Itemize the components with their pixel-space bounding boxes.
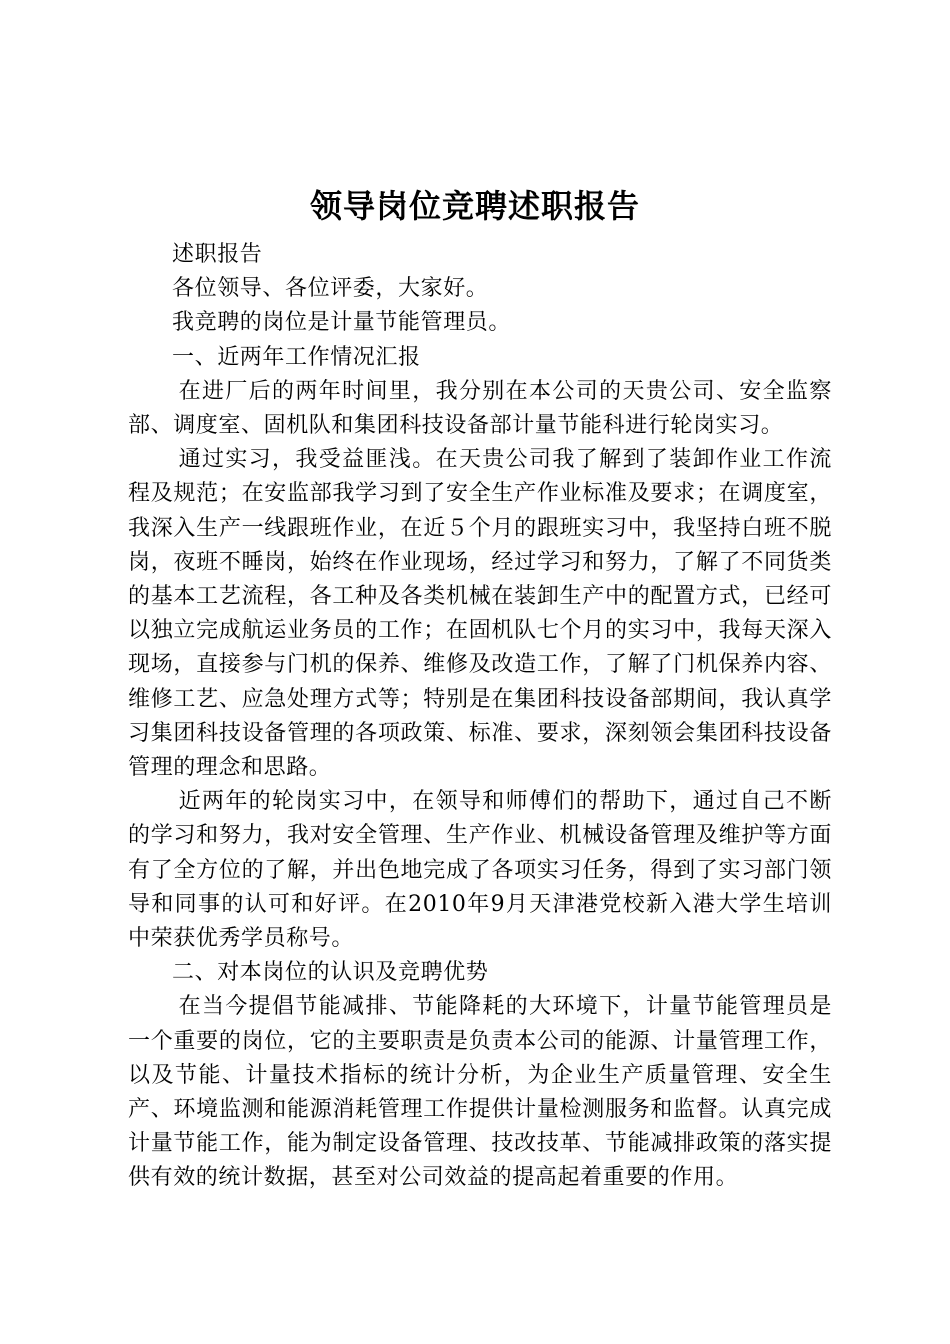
paragraph-heading-report: 述职报告 <box>172 242 263 267</box>
paragraph-internship-benefits: 通过实习，我受益匪浅。在天贵公司我了解到了装卸作业工作流程及规范；在安监部我学习到了安全生产作业标准及要求；在调度室，我深入生产一线跟班作业，在近５个月的跟班实习中，我坚持白班不脱岗，夜班不睡岗，始终在作业现场，经过学习和努力，了解了不同货类的基本工艺流程，各工种及各类机械在装卸生产中的配置方式，已经可以独立完成航运业务员的工作；在固机队七个月的实习中，我每天深入现场，直接参与门机的保养、维修及改造工作，了解了门机保养内容、维修工艺、应急处理方式等；特别是在集团科技设备部期间，我认真学习集团科技设备管理的各项政策、标准、要求，深刻领会集团科技设备管理的理念和思路。 <box>128 447 832 781</box>
section-heading-work-report: 一、近两年工作情况汇报 <box>172 344 421 370</box>
paragraph-position: 我竞聘的岗位是计量节能管理员。 <box>172 310 512 336</box>
document-body <box>128 238 832 1196</box>
document-title: 领导岗位竞聘述职报告 <box>309 187 640 225</box>
paragraph-two-year-summary: 近两年的轮岗实习中，在领导和师傅们的帮助下，通过自己不断的学习和努力，我对安全管理、生产作业、机械设备管理及维护等方面有了全方位的了解，并出色地完成了各项实习任务，得到了实习部门领导和同事的认可和好评。在2010年9月天津港党校新入港大学生培训中荣获优秀学员称号。 <box>128 789 832 952</box>
section-heading-position-understanding: 二、对本岗位的认识及竞聘优势 <box>172 960 489 986</box>
paragraph-greeting: 各位领导、各位评委，大家好。 <box>172 276 489 302</box>
paragraph-position-importance: 在当今提倡节能减排、节能降耗的大环境下，计量节能管理员是一个重要的岗位，它的主要职责是负责本公司的能源、计量管理工作，以及节能、计量技术指标的统计分析，为企业生产质量管理、安全生产、环境监测和能源消耗管理工作提供计量检测服务和监督。认真完成计量节能工作，能为制定设备管理、技改技革、节能减排政策的落实提供有效的统计数据，甚至对公司效益的提高起着重要的作用。 <box>128 994 832 1191</box>
paragraph-rotation-internship: 在进厂后的两年时间里，我分别在本公司的天贵公司、安全监察部、调度室、固机队和集团科技设备部计量节能科进行轮岗实习。 <box>128 378 832 439</box>
